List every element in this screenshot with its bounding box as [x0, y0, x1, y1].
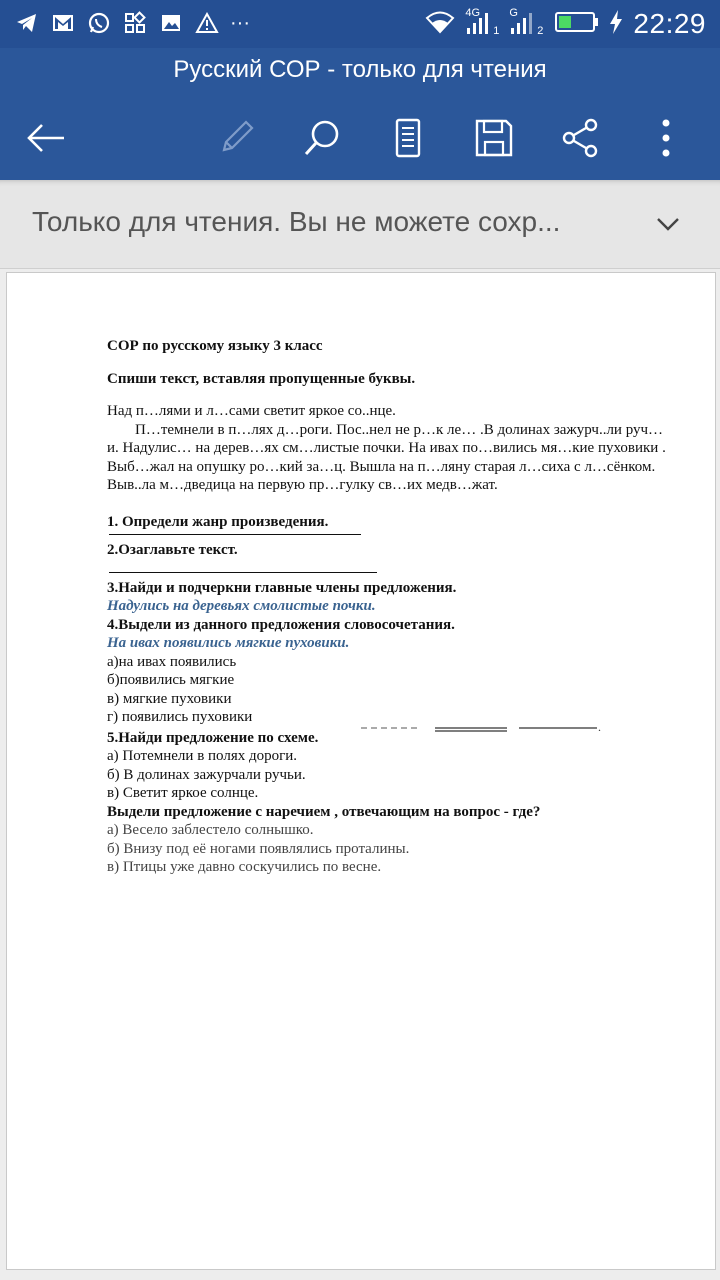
toolbar — [0, 96, 720, 180]
wifi-icon — [425, 10, 455, 39]
gmail-icon — [50, 10, 76, 36]
share-button[interactable] — [554, 112, 606, 164]
doc-task: Спиши текст, вставляя пропущенные буквы. — [107, 370, 416, 387]
question-5-option: а) Потемнели в полях дороги. — [107, 748, 298, 764]
network-type-1: 4G 1 — [465, 6, 500, 37]
answer-line-1 — [109, 534, 361, 535]
back-arrow-icon — [26, 122, 66, 154]
question-6: Выдели предложение с наречием , отвечающим на вопрос - где? — [107, 803, 541, 820]
document-page[interactable] — [6, 272, 716, 1270]
mobile-view-icon — [392, 118, 424, 158]
question-6-option: в) Птицы уже давно соскучились по весне. — [107, 859, 382, 875]
charging-icon — [609, 9, 623, 40]
more-options-button[interactable] — [640, 112, 692, 164]
question-5-option: в) Светит яркое солнце. — [107, 785, 259, 801]
image-icon — [158, 10, 184, 36]
pencil-icon — [216, 118, 256, 158]
question-4-option: г) появились пуховики — [107, 709, 253, 725]
doc-text-line1: Над п…лями и л…сами светит яркое со..нце. — [107, 403, 396, 419]
question-5: 5.Найди предложение по схеме. — [107, 729, 319, 746]
question-1: 1. Определи жанр произведения. — [107, 513, 329, 530]
search-icon — [302, 118, 342, 158]
document-body — [107, 337, 667, 877]
question-5-option: б) В долинах зажурчали ручьи. — [107, 766, 306, 783]
telegram-icon — [14, 10, 40, 36]
network-type-2: G 2 — [509, 6, 544, 37]
question-6-option: а) Весело заблестело солнышко. — [107, 822, 314, 838]
save-button[interactable] — [468, 112, 520, 164]
question-6-option: б) Внизу под её ногами появлялись проталины. — [107, 840, 410, 857]
search-button[interactable] — [296, 112, 348, 164]
question-4-option: а)на ивах появились — [107, 653, 237, 670]
doc-heading: СОР по русскому языку 3 класс — [107, 338, 323, 354]
question-4-option: в) мягкие пуховики — [107, 690, 232, 707]
question-4-option: б)появились мягкие — [107, 672, 235, 688]
mobile-view-button[interactable] — [382, 112, 434, 164]
question-2: 2.Озаглавьте текст. — [107, 542, 238, 558]
doc-text-paragraph: П…темнели в п…лях д…роги. Пос..нел не р…к ле… .В долинах зажурч..ли руч…и. Надулис… на дерев…ях см…листые почки. На ивах по…вились мя…кие пуховики . Выб…жал на опушку ро…кий за…ц. Вышла на п…ляну старая л…сиха с л…сёнком. Выв..ла м…дведица на первую пр…гулку св…их медв…жат. — [107, 421, 666, 493]
warning-icon — [194, 10, 220, 36]
edit-button[interactable] — [210, 112, 262, 164]
clock: 22:29 — [633, 8, 706, 39]
answer-line-2 — [109, 572, 377, 573]
save-icon — [474, 118, 514, 158]
schema-period: . — [598, 724, 601, 734]
chevron-down-icon[interactable] — [654, 210, 682, 238]
more-vertical-icon — [660, 118, 672, 158]
document-title: Русский СОР - только для чтения — [0, 48, 720, 96]
apps-icon — [122, 10, 148, 36]
question-4: 4.Выдели из данного предложения словосочетания. — [107, 616, 455, 633]
sentence-schema — [359, 725, 609, 745]
question-4-sentence: На ивах появились мягкие пуховики. — [107, 635, 350, 651]
share-icon — [560, 118, 600, 158]
more-notifications-icon: ··· — [230, 11, 250, 34]
back-button[interactable] — [20, 112, 72, 164]
question-3: 3.Найди и подчеркни главные члены предложения. — [107, 579, 457, 596]
whatsapp-icon — [86, 10, 112, 36]
question-3-sentence: Надулись на деревьях смолистые почки. — [107, 598, 376, 614]
battery-icon — [555, 11, 599, 38]
status-bar — [0, 0, 720, 48]
read-only-banner[interactable] — [0, 180, 720, 269]
read-only-message: Только для чтения. Вы не можете сохр... — [32, 206, 561, 237]
